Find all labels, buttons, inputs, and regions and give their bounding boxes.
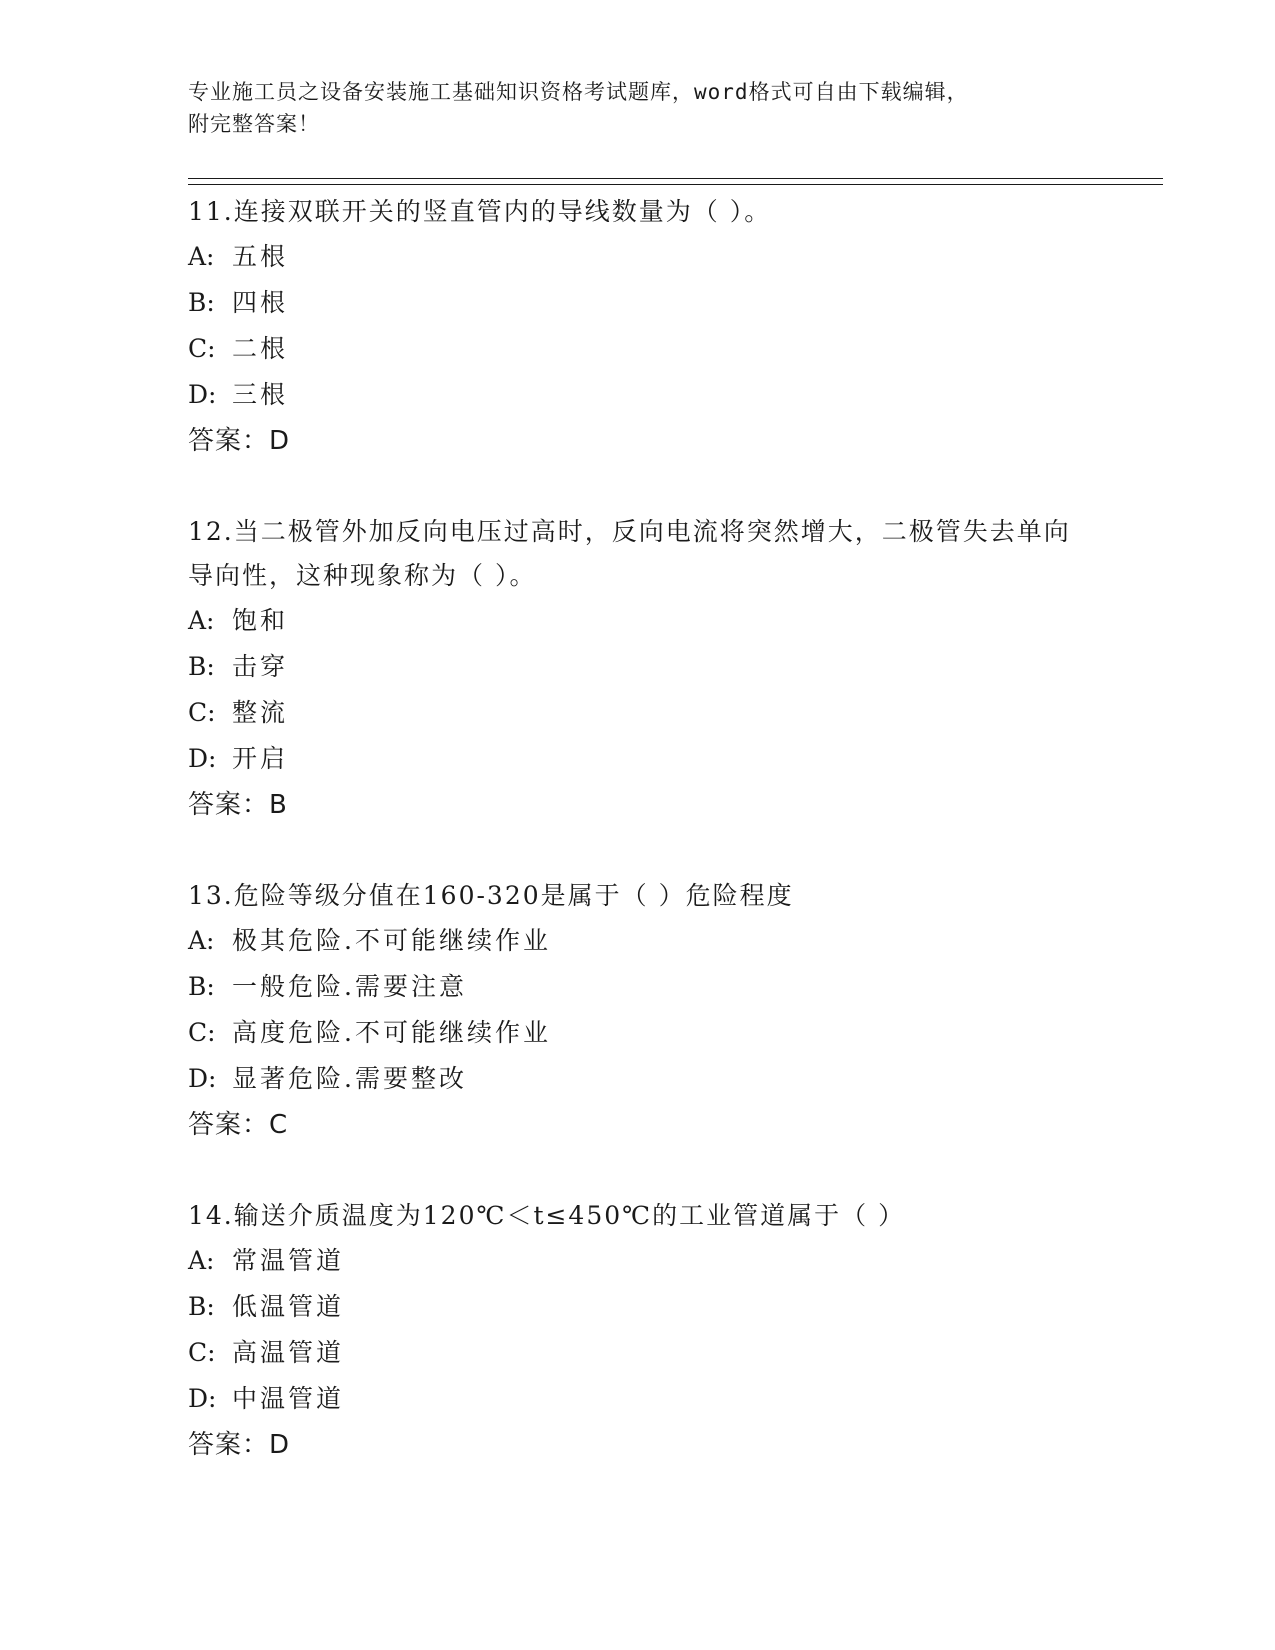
option-a — [188, 234, 1088, 280]
option-letter: B: — [188, 652, 215, 681]
option-text: 高度危险.不可能继续作业 — [232, 1018, 551, 1047]
option-c — [188, 690, 1088, 736]
option-letter: B: — [188, 288, 215, 317]
option-d — [188, 1376, 1088, 1422]
question-12 — [188, 510, 1088, 828]
option-d — [188, 736, 1088, 782]
option-letter: C: — [188, 334, 216, 363]
answer-line: 答案：C — [188, 1110, 289, 1140]
option-text: 低温管道 — [232, 1292, 345, 1321]
question-text: 11.连接双联开关的竖直管内的导线数量为（ ）。 — [188, 197, 772, 226]
option-letter: A: — [188, 1246, 215, 1275]
option-letter: D: — [188, 1064, 217, 1093]
option-text: 极其危险.不可能继续作业 — [232, 926, 551, 955]
option-b — [188, 964, 1088, 1010]
option-letter: B: — [188, 972, 215, 1001]
option-letter: B: — [188, 1292, 215, 1321]
option-text: 饱和 — [232, 606, 289, 635]
question-11 — [188, 190, 1088, 464]
option-a — [188, 1238, 1088, 1284]
option-letter: C: — [188, 698, 216, 727]
question-14 — [188, 1194, 1088, 1468]
option-text: 二根 — [232, 334, 289, 363]
option-b — [188, 280, 1088, 326]
option-text: 显著危险.需要整改 — [232, 1064, 467, 1093]
question-text: 14.输送介质温度为120℃＜t≤450℃的工业管道属于（ ） — [188, 1201, 906, 1230]
option-b — [188, 644, 1088, 690]
option-text: 中温管道 — [232, 1384, 345, 1413]
option-letter: C: — [188, 1338, 216, 1367]
option-text: 五根 — [232, 242, 289, 271]
option-letter: D: — [188, 744, 217, 773]
option-text: 一般危险.需要注意 — [232, 972, 467, 1001]
question-13 — [188, 874, 1088, 1148]
option-text: 整流 — [232, 698, 289, 727]
answer-line: 答案：D — [188, 1430, 291, 1460]
question-text: 13.危险等级分值在160-320是属于（ ）危险程度 — [188, 881, 794, 910]
option-letter: A: — [188, 606, 215, 635]
option-text: 开启 — [232, 744, 289, 773]
header-divider-bottom — [188, 184, 1163, 185]
option-d — [188, 1056, 1088, 1102]
header-line-1: 专业施工员之设备安装施工基础知识资格考试题库，word格式可自由下载编辑， — [188, 80, 969, 104]
option-d — [188, 372, 1088, 418]
header-divider-top — [188, 178, 1163, 179]
option-text: 三根 — [232, 380, 289, 409]
option-letter: A: — [188, 926, 215, 955]
option-c — [188, 1010, 1088, 1056]
document-header — [188, 76, 1068, 140]
option-text: 常温管道 — [232, 1246, 345, 1275]
option-letter: C: — [188, 1018, 216, 1047]
option-a — [188, 918, 1088, 964]
option-c — [188, 1330, 1088, 1376]
answer-line: 答案：D — [188, 426, 291, 456]
option-a — [188, 598, 1088, 644]
header-line-2: 附完整答案！ — [188, 112, 320, 136]
option-b — [188, 1284, 1088, 1330]
option-text: 击穿 — [232, 652, 289, 681]
option-text: 四根 — [232, 288, 289, 317]
answer-line: 答案：B — [188, 790, 288, 820]
option-letter: A: — [188, 242, 215, 271]
option-letter: D: — [188, 380, 217, 409]
question-text: 12.当二极管外加反向电压过高时，反向电流将突然增大，二极管失去单向导向性，这种现象称为（ ）。 — [188, 517, 1071, 590]
option-letter: D: — [188, 1384, 217, 1413]
option-text: 高温管道 — [232, 1338, 345, 1367]
option-c — [188, 326, 1088, 372]
